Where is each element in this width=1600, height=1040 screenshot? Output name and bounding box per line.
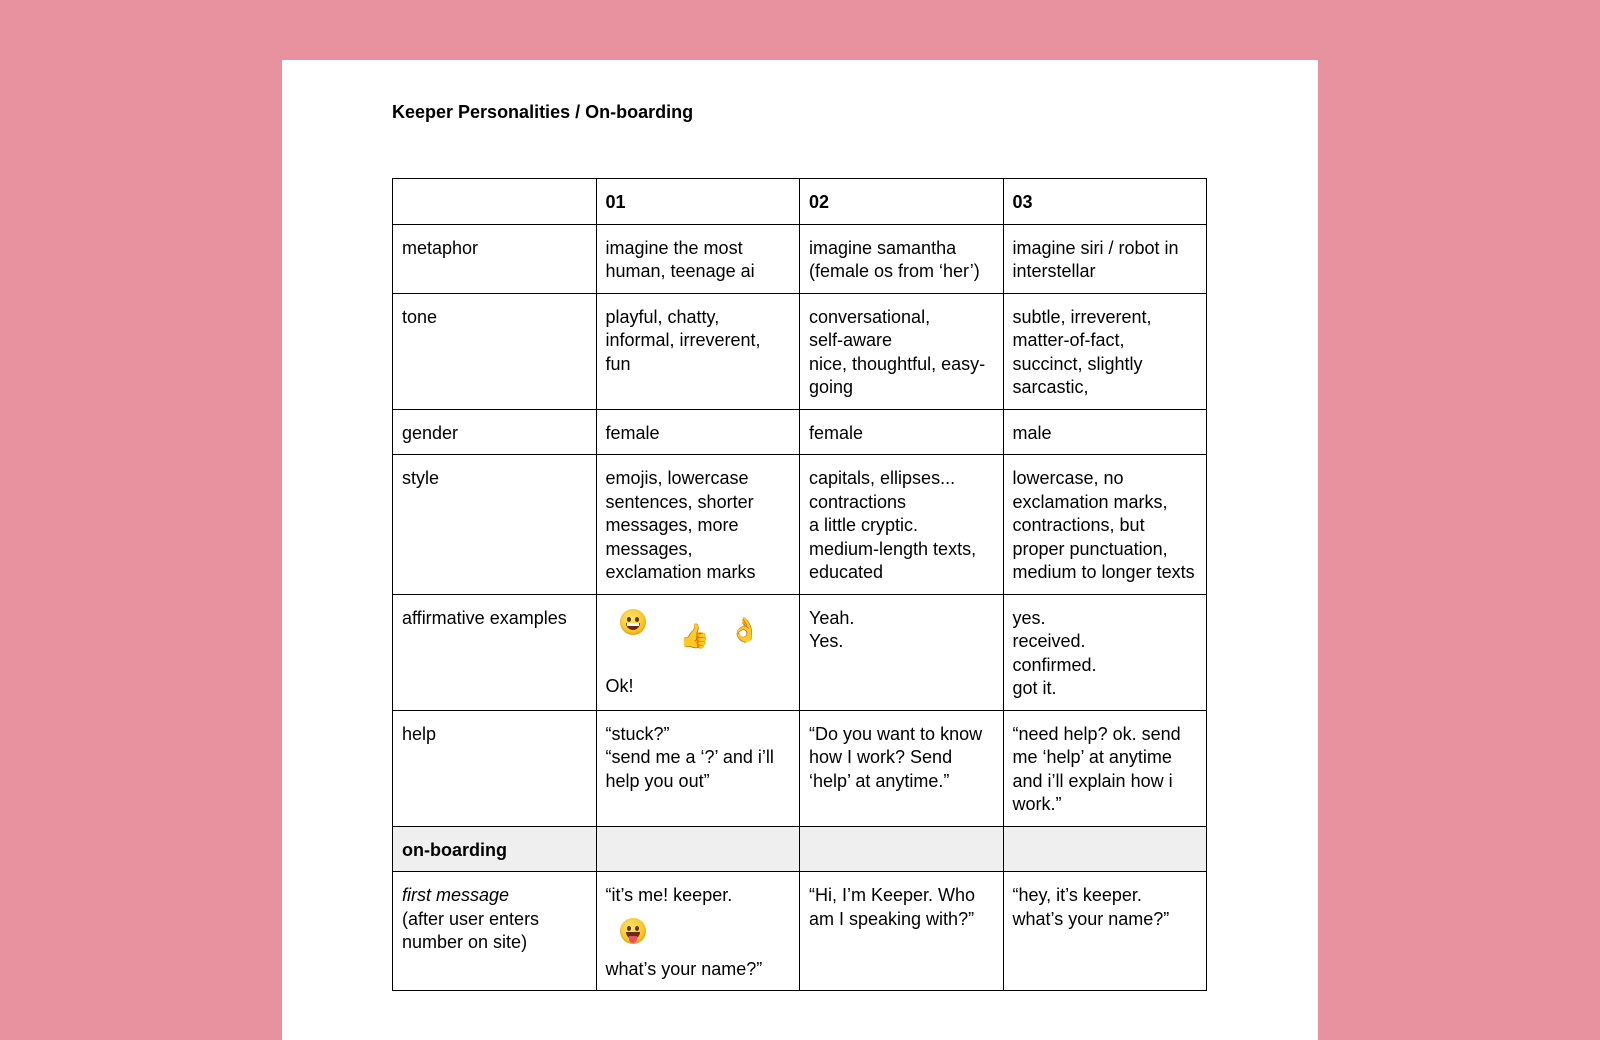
table-cell-text: “it’s me! keeper. <box>605 885 733 905</box>
table-row-gender <box>393 409 1207 455</box>
table-cell: “need help? ok. send me ‘help’ at anytime and i’ll explain how i work.” <box>1003 710 1207 826</box>
header-cell-01: 01 <box>596 179 800 225</box>
table-cell <box>596 872 800 991</box>
emoji-group <box>606 908 791 958</box>
table-row-metaphor <box>393 224 1207 293</box>
thumbs-up-emoji: 👍 <box>679 621 710 650</box>
table-row-affirmative <box>393 594 1207 710</box>
tongue-out-face-emoji <box>620 918 646 944</box>
table-cell: imagine siri / robot in interstellar <box>1003 224 1207 293</box>
grinning-face-emoji <box>620 609 646 635</box>
header-cell-empty <box>393 179 597 225</box>
table-cell-text: Ok! <box>605 675 634 696</box>
table-cell: imagine samantha (female os from ‘her’) <box>800 224 1004 293</box>
row-label: gender <box>393 409 597 455</box>
document-title: Keeper Personalities / On-boarding <box>392 102 694 122</box>
row-label <box>393 872 597 991</box>
table-cell: female <box>596 409 800 455</box>
table-cell: lowercase, no exclamation marks, contractions, but proper punctuation, medium to longer texts <box>1003 455 1207 595</box>
table-cell: Yeah. Yes. <box>800 594 1004 710</box>
ok-hand-emoji: 👌 <box>729 615 760 644</box>
table-cell: male <box>1003 409 1207 455</box>
table-cell: capitals, ellipses... contractions a little cryptic. medium-length texts, educated <box>800 455 1004 595</box>
row-label: tone <box>393 293 597 409</box>
header-cell-02: 02 <box>800 179 1004 225</box>
table-cell: emojis, lowercase sentences, shorter messages, more messages, exclamation marks <box>596 455 800 595</box>
table-cell: “stuck?” “send me a ‘?’ and i’ll help you out” <box>596 710 800 826</box>
emoji-group <box>606 607 791 675</box>
table-cell: conversational, self-aware nice, thoughtful, easy-going <box>800 293 1004 409</box>
table-cell: subtle, irreverent, matter-of-fact, succinct, slightly sarcastic, <box>1003 293 1207 409</box>
table-cell <box>596 594 800 710</box>
table-row-style <box>393 455 1207 595</box>
table-row-tone <box>393 293 1207 409</box>
table-cell: playful, chatty, informal, irreverent, fun <box>596 293 800 409</box>
table-row-first-message <box>393 872 1207 991</box>
table-cell: female <box>800 409 1004 455</box>
table-row-onboarding-section <box>393 826 1207 872</box>
section-label: on-boarding <box>393 826 597 872</box>
row-label: style <box>393 455 597 595</box>
table-row-help <box>393 710 1207 826</box>
table-cell: yes. received. confirmed. got it. <box>1003 594 1207 710</box>
table-cell-text: what’s your name?” <box>605 958 763 979</box>
row-label: affirmative examples <box>393 594 597 710</box>
table-cell: “Do you want to know how I work? Send ‘help’ at anytime.” <box>800 710 1004 826</box>
table-header-row <box>393 179 1207 225</box>
table-cell: “hey, it’s keeper. what’s your name?” <box>1003 872 1207 991</box>
row-label-note: (after user enters number on site) <box>402 908 540 952</box>
table-cell <box>800 826 1004 872</box>
document-page <box>282 60 1318 1040</box>
header-cell-03: 03 <box>1003 179 1207 225</box>
row-label: help <box>393 710 597 826</box>
row-label: metaphor <box>393 224 597 293</box>
row-label-italic: first message <box>402 885 510 905</box>
personality-table <box>392 178 1207 991</box>
table-cell: imagine the most human, teenage ai <box>596 224 800 293</box>
table-cell: “Hi, I’m Keeper. Who am I speaking with?” <box>800 872 1004 991</box>
table-cell <box>596 826 800 872</box>
table-cell <box>1003 826 1207 872</box>
